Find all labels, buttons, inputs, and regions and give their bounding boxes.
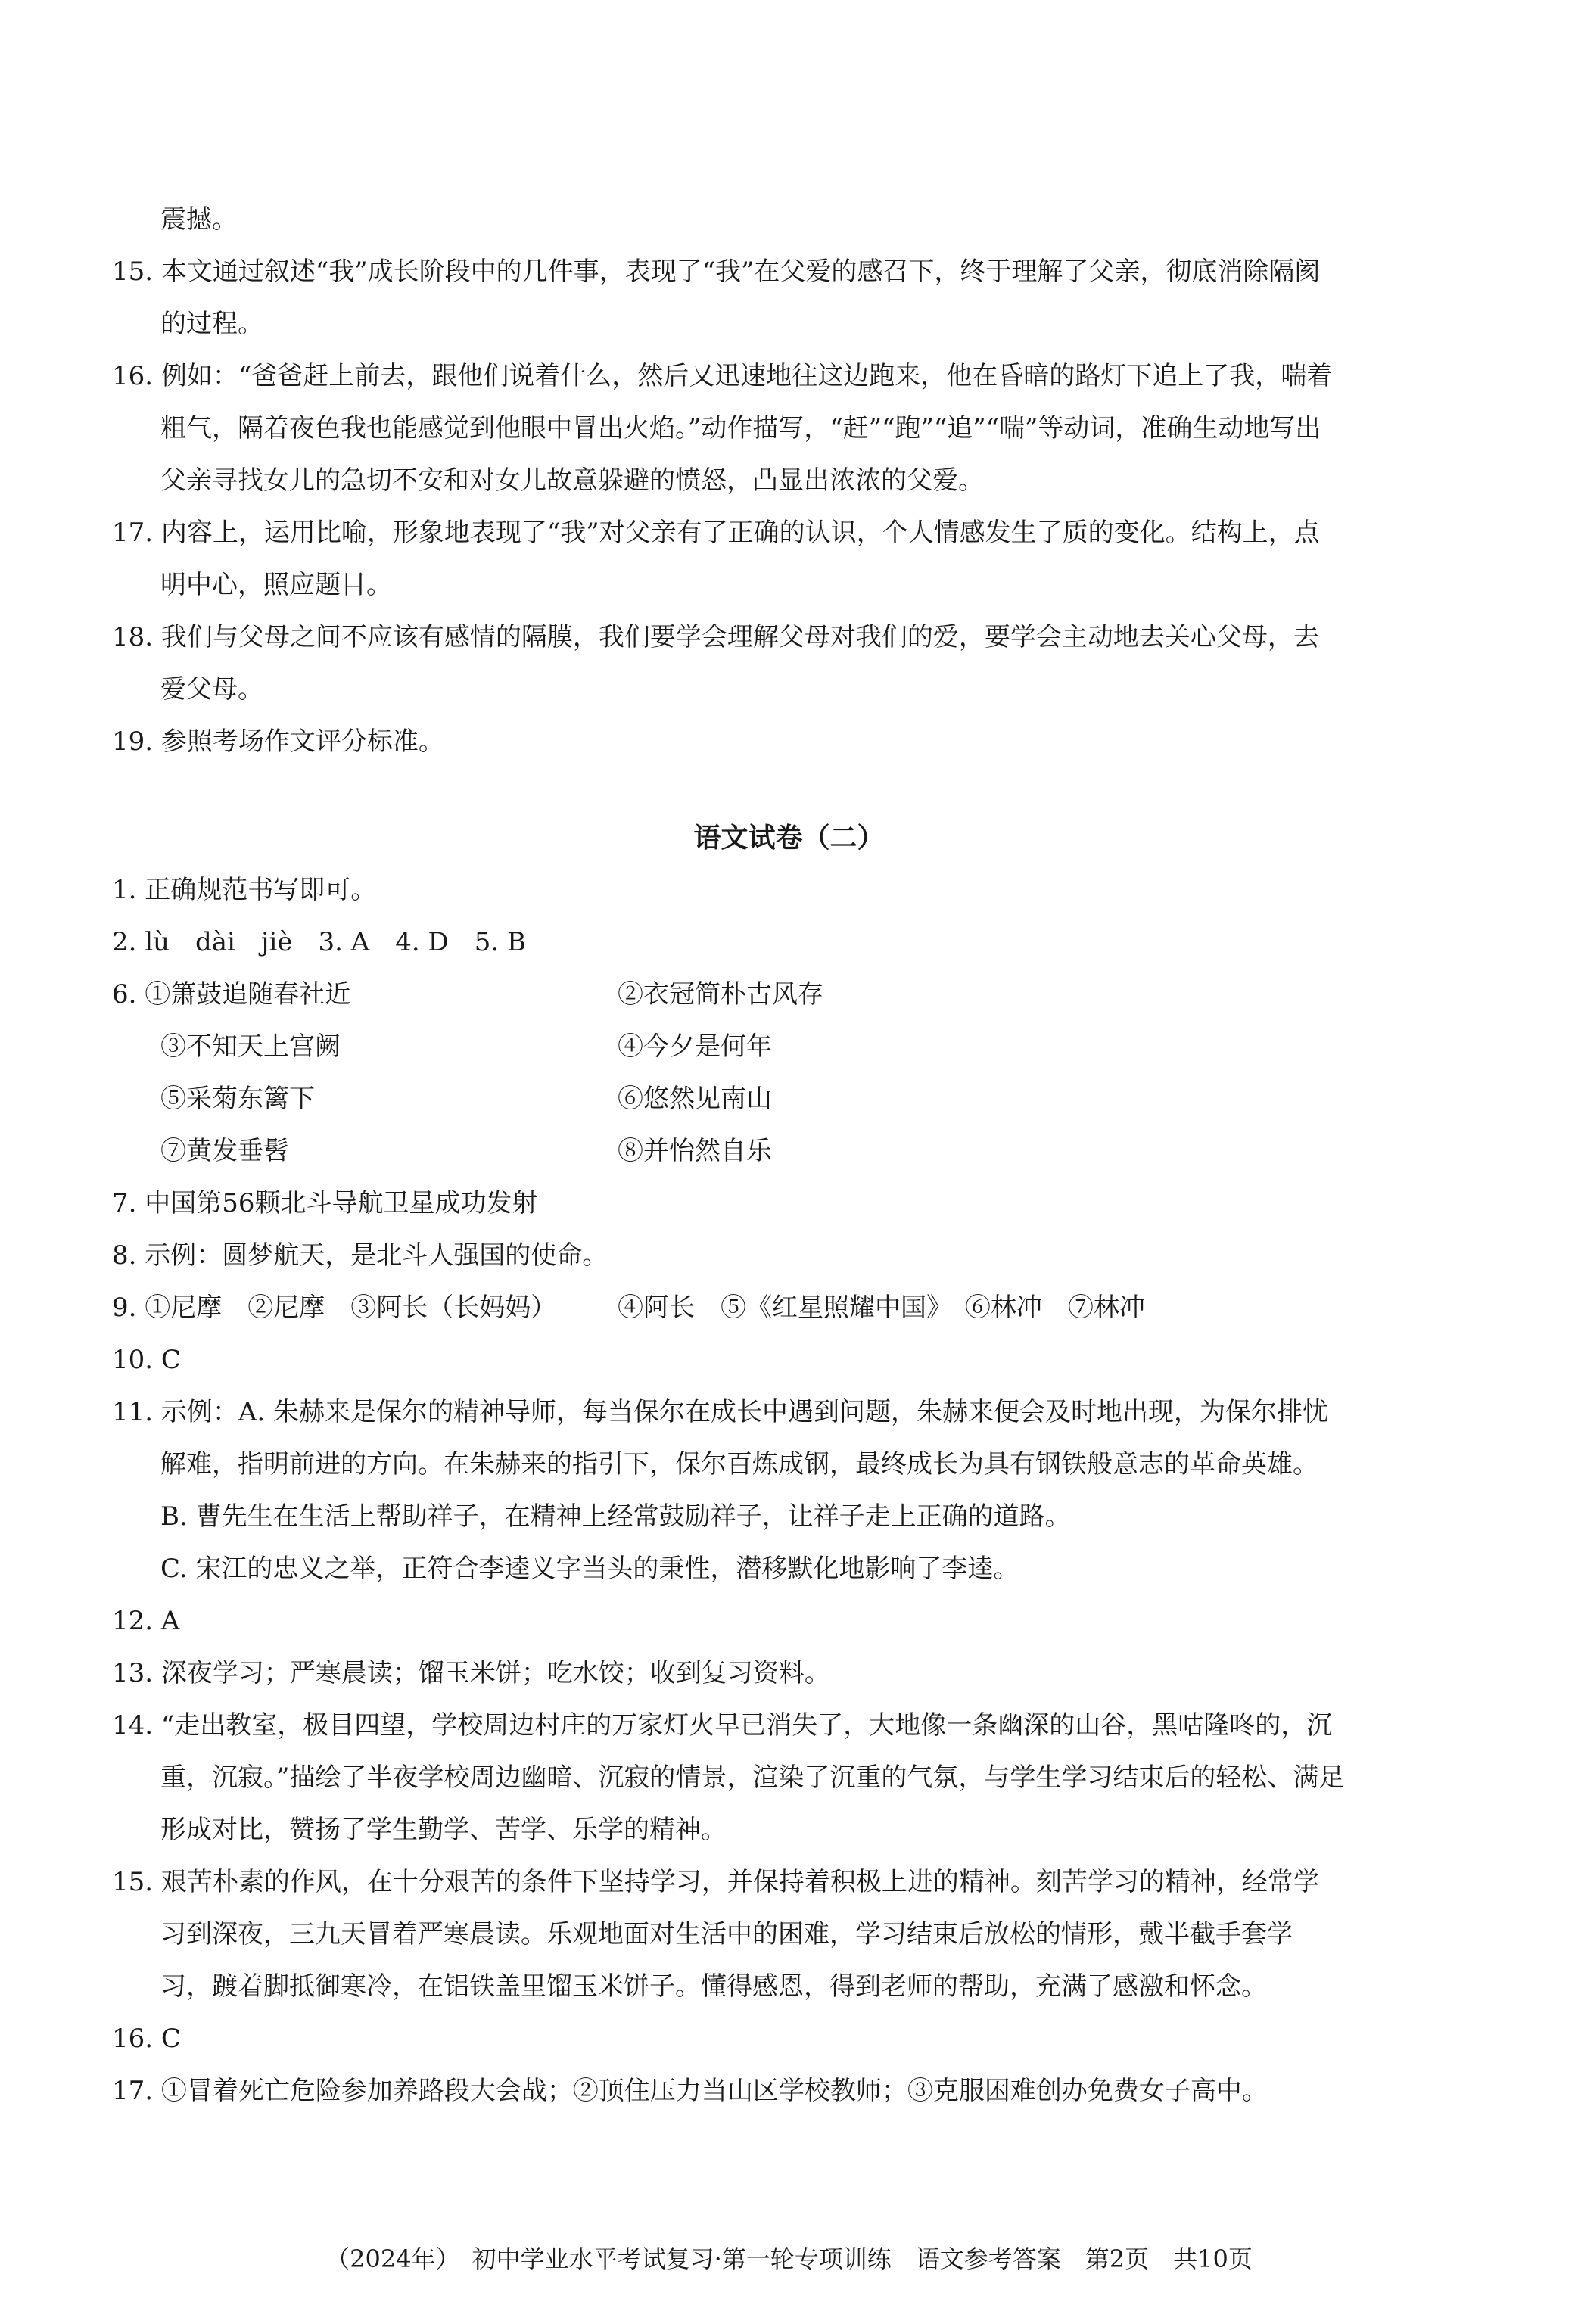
- answer-6-item: ②衣冠简朴古风存: [618, 979, 823, 1010]
- answer-line: 形成对比，赞扬了学生勤学、苦学、乐学的精神。: [160, 1815, 727, 1845]
- answer-16: 16. 例如：“爸爸赶上前去，跟他们说着什么，然后又迅速地往这边跑来，他在昏暗的路灯下追上了我，喘着: [112, 361, 1333, 391]
- answer-7: 7. 中国第56颗北斗导航卫星成功发射: [112, 1188, 538, 1218]
- answer-10: 10. C: [112, 1345, 181, 1375]
- answer-line: C. 宋江的忠义之举，正符合李逵义字当头的秉性，潜移默化地影响了李逵。: [160, 1554, 1019, 1584]
- answer-line: 震撼。: [160, 204, 238, 235]
- answer-line: 的过程。: [160, 309, 263, 339]
- previous-answers: [112, 194, 1444, 768]
- answer-line: 明中心，照应题目。: [160, 570, 392, 600]
- answer-19: 19. 参照考场作文评分标准。: [112, 726, 444, 757]
- answer-line: 解难，指明前进的方向。在朱赫来的指引下，保尔百炼成钢，最终成长为具有钢铁般意志的革命英雄。: [160, 1449, 1318, 1479]
- answer-6-item: ⑦黄发垂髫: [160, 1136, 289, 1166]
- answer-9-part: 9. ①尼摩 ②尼摩 ③阿长（长妈妈）: [112, 1293, 557, 1323]
- exam-two-answers: [112, 864, 1444, 2117]
- answer-6-row: [112, 1073, 1444, 1125]
- answer-12: 12. A: [112, 1606, 180, 1636]
- section-title: 语文试卷（二）: [693, 823, 885, 854]
- answer-8: 8. 示例：圆梦航天，是北斗人强国的使命。: [112, 1240, 608, 1271]
- answer-line: 习到深夜，三九天冒着严寒晨读。乐观地面对生活中的困难，学习结束后放松的情形，戴半截手套学: [160, 1919, 1293, 1949]
- answer-6-item: ⑤采菊东篱下: [160, 1084, 315, 1114]
- answer-line: 父亲寻找女儿的急切不安和对女儿故意躲避的愤怒，凸显出浓浓的父爱。: [160, 465, 984, 496]
- answer-2-5: 2. lù dài jiè 3. A 4. D 5. B: [112, 927, 527, 957]
- answer-1: 1. 正确规范书写即可。: [112, 875, 377, 905]
- answer-line: 爱父母。: [160, 674, 263, 705]
- answer-6-item: ④今夕是何年: [618, 1031, 772, 1062]
- answer-15: 15. 本文通过叙述“我”成长阶段中的几件事，表现了“我”在父爱的感召下，终于理解了父亲，彻底消除隔阂: [112, 257, 1321, 287]
- answer-line: 重，沉寂。”描绘了半夜学校周边幽暗、沉寂的情景，渲染了沉重的气氛，与学生学习结束后的轻松、满足: [160, 1762, 1345, 1793]
- answer-6-item: ⑥悠然见南山: [618, 1084, 772, 1114]
- answer-18: 18. 我们与父母之间不应该有感情的隔膜，我们要学会理解父母对我们的爱，要学会主动地去关心父母，去: [112, 622, 1319, 652]
- answer-11: 11. 示例：A. 朱赫来是保尔的精神导师，每当保尔在成长中遇到问题，朱赫来便会及时地出现，为保尔排忧: [112, 1397, 1329, 1427]
- answer-15: 15. 艰苦朴素的作风，在十分艰苦的条件下坚持学习，并保持着积极上进的精神。刻苦学习的精神，经常学: [112, 1867, 1319, 1897]
- page-footer: （2024年） 初中学业水平考试复习·第一轮专项训练 语文参考答案 第2页 共10页: [325, 2245, 1253, 2273]
- answer-14: 14. “走出教室，极目四望，学校周边村庄的万家灯火早已消失了，大地像一条幽深的山谷，黑咕隆咚的，沉: [112, 1710, 1333, 1741]
- answer-6-item: ③不知天上宫阙: [160, 1031, 341, 1062]
- answer-line: 习，踱着脚抵御寒冷，在铝铁盖里馏玉米饼子。懂得感恩，得到老师的帮助，充满了感激和怀念。: [160, 1971, 1267, 2002]
- answer-17: 17. 内容上，运用比喻，形象地表现了“我”对父亲有了正确的认识，个人情感发生了质的变化。结构上，点: [112, 518, 1320, 548]
- answer-6-row: [112, 969, 1444, 1021]
- answer-17: 17. ①冒着死亡危险参加养路段大会战；②顶住压力当山区学校教师；③克服困难创办免费女子高中。: [112, 2076, 1268, 2106]
- answer-line: B. 曹先生在生活上帮助祥子，在精神上经常鼓励祥子，让祥子走上正确的道路。: [160, 1501, 1071, 1532]
- answer-6-item: ⑧并怡然自乐: [618, 1136, 772, 1166]
- answer-line: 粗气，隔着夜色我也能感觉到他眼中冒出火焰。”动作描写，“赶”“跑”“追”“喘”等动词，准确生动地写出: [160, 413, 1321, 443]
- answer-6-row: [112, 1125, 1444, 1178]
- answer-13: 13. 深夜学习；严寒晨读；馏玉米饼；吃水饺；收到复习资料。: [112, 1658, 830, 1688]
- answer-6-item: 6. ①箫鼓追随春社近: [112, 979, 351, 1010]
- answer-16: 16. C: [112, 2024, 181, 2054]
- answer-9: [112, 1282, 1444, 1334]
- answer-9-part: ④阿长 ⑤《红星照耀中国》 ⑥林冲 ⑦林冲: [618, 1293, 1145, 1323]
- answer-6-row: [112, 1021, 1444, 1073]
